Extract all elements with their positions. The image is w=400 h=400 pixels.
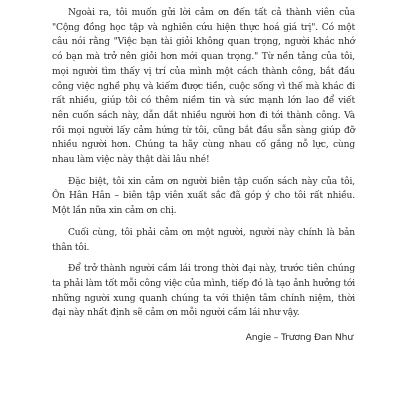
document-page [52, 6, 355, 346]
paragraph-gap [52, 219, 355, 226]
author-signature: Angie – Trương Đan Như [245, 332, 353, 344]
paragraph-community-thanks: Ngoài ra, tôi muốn gửi lời cảm ơn đến tất cả thành viên của "Cộng đồng học tập và nghiên cứu hiện thực hoá giá trị". Có một câu nói rằng "Việc bạn tài giỏi không quan trọng, người khác nhớ có bạn mà trở nên giỏi hơn mới quan trọng." Từ nền tảng của tôi, mọi người tìm thấy vị trí của mình một cách thành công, bắt đầu công việc nghề phụ và kiếm được tiền, cuộc sống vì thế mà khác đi rất nhiều, giúp tôi có thêm niềm tin và sức mạnh lớn lao để viết nên cuốn sách này, dẫn dắt nhiều người hơn đi tới thành công. Và rồi mọi người lấy cảm hứng từ tôi, cũng bắt đầu sẵn sàng giúp đỡ nhiều người hơn. Chúng ta hãy cùng nhau cố gắng nỗ lực, cùng nhau làm việc này thật dài lâu nhé! [52, 8, 355, 166]
paragraph-closing: Để trở thành người cầm lái trong thời đại này, trước tiên chúng ta phải làm tốt mỗi công việc của mình, tiếp đó là tạo ảnh hưởng tới những người xung quanh chúng ta với thiện tâm chính niệm, thời đại này nhất định sẽ cảm ơn mỗi người cầm lái như vậy. [52, 264, 355, 319]
paragraph-gap [52, 255, 355, 262]
paragraph-gap [52, 168, 355, 175]
paragraph-editor-thanks: Đặc biệt, tôi xin cảm ơn người biên tập cuốn sách này của tôi, Ôn Hân Hân – biên tập viên xuất sắc đã góp ý cho tôi rất nhiều. Một lần nữa xin cảm ơn chị. [52, 176, 355, 217]
paragraph-self-thanks: Cuối cùng, tôi phải cảm ơn một người, người này chính là bản thân tôi. [52, 227, 355, 253]
